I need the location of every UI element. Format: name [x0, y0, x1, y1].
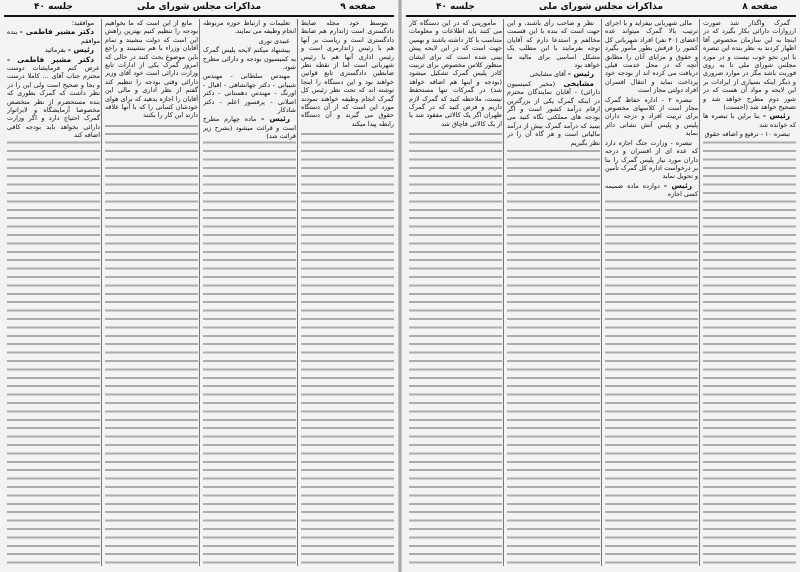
page-header	[406, 2, 796, 14]
paragraph	[703, 19, 796, 111]
text-column	[605, 19, 698, 568]
paragraph-text: گمرک واگذار شد صورت ارزوارات دارائی بکار بگیرد که در اینجا به این سازمان مخصوص آقا اظهار کردند به نظر بنده این تبصره با این نحو خوب نیست و در مورد مجلس شورای ملی تا به روی فوریت باشد مگر در موارد ضروری و دیگر اینکه بسیاری از ایرادات بر این لایحه و مواد آن هست که در شور دوم مطرح خواهد شد و تصحیح خواهد شد (احسنت)	[703, 19, 796, 112]
paragraph-text: پیشنهاد میکنم لایحه پلیس گمرک به کمیسیون بودجه و دارائی مطرح شود.	[203, 46, 296, 72]
paragraph	[7, 28, 100, 45]
paragraph	[7, 19, 100, 27]
header-rule	[4, 15, 394, 17]
page-number: صفحه ۸	[742, 2, 778, 12]
paragraph	[507, 80, 600, 147]
paragraph	[703, 130, 796, 138]
page-header	[4, 2, 394, 14]
paragraph-text: مانع از این است که ما بخواهیم بودجه را تنظیم کنیم بهترین راهش این است که دولت بنشیند و تمام آقایان وزراء با هم بنشینند و راجع باین موضوع بحث کنند در حالی که امروز گمرک یکی از ادارات تابع وزارت دارائی است خود آقای وزیر دارائی وقتی بودجه را تنظیم کند گفتم از نظر اداری و مالی این آقایان را اجازه بدهید که برای هوای خودشان کسانی را که با آنها علاقه دارند این کار را بکنند	[105, 19, 198, 120]
speaker-name: مشایخی	[563, 78, 594, 88]
paragraph-text: مهندس سلطانی - مهندس شیبانی - دکتر جهانشاهی - اقبال - اورنگ - مهندس دهستانی - دکتر اصلانی - پرفسور اعلم - دکتر شادکار	[203, 72, 296, 115]
paragraph-text: دوازده ماده ضمیمه کسی اجازه	[605, 181, 698, 199]
header-rule	[406, 15, 796, 17]
column-divider	[699, 19, 700, 566]
page-right	[402, 0, 800, 572]
paragraph	[605, 139, 698, 181]
paragraph	[7, 56, 100, 140]
paragraph	[409, 19, 502, 128]
speaker-name: دکتر مشیر فاطمی -	[7, 54, 94, 64]
paragraph	[301, 19, 394, 128]
paragraph-text: تبصره - وزارت جنگ اجازه دارد که عده ای از افسران و درجه داران مورد نیاز پلیس گمرک را بنا بر درخواست اداره کل گمرک تأمین و تحویل نماید	[605, 138, 698, 181]
paragraph-text: بنده موافقم	[7, 28, 100, 45]
paragraph	[203, 46, 296, 71]
paragraph-text: مأمورینی که در این دستگاه کار می کنند باید اطلاعات و معلومات متناسب با کار داشته باشند و بهمین جهت است که در این لایحه پیش بینی شده است که برای ایشان منظور کلاس مخصوص برای تربیت کادر پلیس گمرک تشکیل میشود (بودجه و اینها هم اضافه خواهد شد) در گمرکات تنها مستحفظ نیست، ملاحظه کنید که گمرک لازم داریم و فرض کنید که در گمرک طهران اگر یک کالائی مفقود شد یا از یک کالائی قاچاق شد	[409, 19, 502, 128]
paragraph-text: بنا براین با تبصره ها که خوانده شد	[703, 112, 796, 129]
paragraph	[203, 19, 296, 36]
paragraph-text: موافقید؛	[71, 19, 94, 27]
paragraph	[605, 96, 698, 138]
column-divider	[199, 19, 200, 566]
paragraph	[703, 112, 796, 129]
text-column	[507, 19, 600, 568]
paragraph	[605, 182, 698, 199]
speaker-name: رئیس -	[663, 180, 692, 190]
speaker-name: رئیس -	[67, 45, 94, 55]
paragraph-text: (مخبر کمیسیون دارائی) - آقایان نمایندگان محترم در اینکه گمرک یکی از بزرگترین ارقام درآمد کشور است و اگر بودجه های مملکتی نگاه کنید می بینید که درآمد گمرک بیش از درآمد مالیاتی است و هر گاه آن را در نظر بگیریم	[507, 79, 600, 147]
column-divider	[101, 19, 102, 566]
page-number: صفحه ۹	[340, 2, 376, 12]
speaker-name: رئیس -	[567, 69, 594, 79]
paragraph-text: ماده چهارم مطرح است و قرائت میشود (بشرح زیر قرائت شد)	[203, 115, 296, 141]
paragraph	[605, 19, 698, 95]
session-number: جلسه ۴۰	[34, 2, 73, 12]
page-left	[0, 0, 398, 572]
paragraph-text: تبصره ۲ - اداره حفاظ گمرک مجاز است از کلاسهای مخصوص برای تربیت افراد و درجه داران پلیس و پلیس آتش نشانی دائر نماید	[605, 95, 698, 138]
paragraph-text: مالی شهربانی بیفزاید و با اجرای ترتیب بالا گمرک میتواند عده اعضای (۴۰ نفر) افراد شهربانی کل کشور را فرقش بطور مأمور بگیرد و حقوق و مزایای آنان را مطابق آنچه که در محل خدمت قبلی دریافت می کرده اند از بودجه خود پرداخت نماید و انتقال افسران افراد دولتی مجاز است	[605, 19, 698, 95]
paragraph-text: بفرمائید	[44, 46, 66, 55]
speaker-name: دکتر مشیر فاطمی -	[19, 27, 94, 37]
paragraph	[507, 70, 600, 78]
speaker-name: رئیس -	[762, 111, 790, 121]
text-column	[301, 19, 394, 568]
speaker-name: رئیس -	[261, 114, 290, 124]
column-divider	[601, 19, 602, 566]
session-number: جلسه ۴۰	[436, 2, 475, 12]
text-column	[409, 19, 502, 568]
paragraph	[105, 19, 198, 120]
text-column	[7, 19, 100, 568]
paragraph	[7, 46, 100, 54]
paragraph-text: عرض کنم فرمایشات دوست محترم جناب آقای ... کاملا درست و بجا و صحیح است ولی این را در نظر داشت که گمرک بطوری که بنده مستحضرم از نظر متخصص مخصوصا آزمایشگاه و لابراتوار گمرک احتیاج دارد و اگر وزارت دارائی بخواهد باید بودجه کافی اضافه کند	[7, 64, 100, 140]
text-column	[203, 19, 296, 568]
paragraph-text: عبیدی نوری	[258, 36, 290, 45]
column-divider	[503, 19, 504, 566]
paragraph	[203, 72, 296, 114]
paragraph-text: تعلیمات و ارتباط حوزه مربوطه انجام وظیفه می نمایند.	[203, 19, 296, 36]
newspaper-title: مذاکرات مجلس شورای ملی	[136, 2, 262, 12]
paragraph	[203, 115, 296, 140]
paragraph-text: بتوسط خود مجله ضابط دادگستری است ژاندارم هم ضابط دادگستری است و ریاست بر آنها هم با رئیس ژاندارمری است و رئیس اداری آنها هم با رئیس شهربانی است اما از نقطه نظر ضابطین دادگستری تابع قوانین خواهند بود و این دستگاه را اینجا توشته اند که تحت نظر رئیس کل گمرک انجام وظیفه خواهند نمودند مورد این است که از آن دستگاه حقوق می گیرند و آن دستگاه رابطه پیدا میکند	[301, 19, 394, 128]
paragraph-text: نظر و صاحب رأی باشند، و این جهت است که بنده با این قسمت مخالفم و استدعا دارم که آقایان توجه بفرمایند با این مطلب یک مشکل اساسی برای مالیه ما خواهد بود	[507, 19, 600, 70]
text-column	[703, 19, 796, 568]
paragraph	[507, 19, 600, 69]
newspaper-title: مذاکرات مجلس شورای ملی	[538, 2, 664, 12]
paragraph-text: آقای مشایخی	[529, 70, 566, 79]
paragraph-text: تبصره ۱۰ - ترفیع و اضافه حقوق	[704, 130, 790, 139]
column-divider	[297, 19, 298, 566]
text-column	[105, 19, 198, 568]
paragraph	[203, 37, 296, 45]
